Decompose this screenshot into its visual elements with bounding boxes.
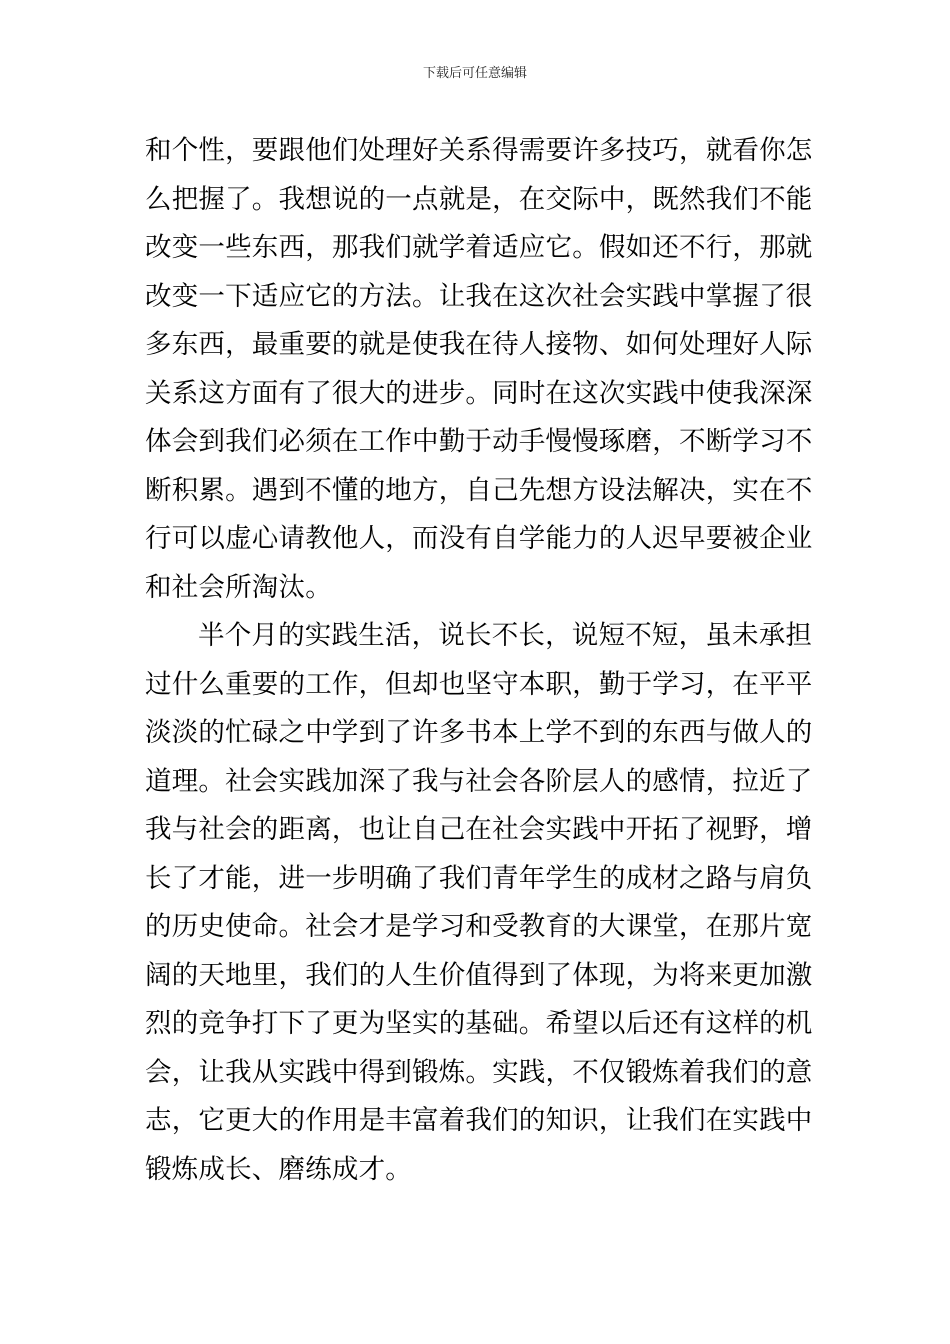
text-line: 关系这方面有了很大的进步。同时在这次实践中使我深深 (145, 377, 813, 409)
text-line: 我与社会的距离，也让自己在社会实践中开拓了视野，增 (145, 814, 813, 845)
text-line: 多东西，最重要的就是使我在待人接物、如何处理好人际 (145, 329, 813, 360)
paragraph-1 (145, 127, 813, 612)
text-line: 断积累。遇到不懂的地方，自己先想方设法解决，实在不 (145, 474, 813, 506)
text-line: 过什么重要的工作，但却也坚守本职，勤于学习，在平平 (145, 668, 813, 700)
text-line: 么把握了。我想说的一点就是，在交际中，既然我们不能 (145, 183, 813, 215)
text-line: 锻炼成长、磨练成才。 (145, 1153, 412, 1185)
text-line: 改变一些东西，那我们就学着适应它。假如还不行，那就 (145, 232, 813, 263)
text-line: 烈的竞争打下了更为坚实的基础。希望以后还有这样的机 (145, 1008, 813, 1039)
text-line: 和个性，要跟他们处理好关系得需要许多技巧，就看你怎 (145, 135, 813, 166)
text-line: 的历史使命。社会才是学习和受教育的大课堂，在那片宽 (145, 911, 813, 942)
text-line: 改变一下适应它的方法。让我在这次社会实践中掌握了很 (145, 280, 813, 312)
text-line: 道理。社会实践加深了我与社会各阶层人的感情，拉近了 (145, 765, 813, 797)
text-line: 长了才能，进一步明确了我们青年学生的成材之路与肩负 (145, 862, 813, 894)
text-line: 志，它更大的作用是丰富着我们的知识，让我们在实践中 (145, 1105, 813, 1136)
text-line: 行可以虚心请教他人，而没有自学能力的人迟早要被企业 (145, 523, 813, 554)
paragraph-2 (145, 612, 813, 1194)
text-line: 和社会所淘汰。 (145, 571, 332, 603)
text-line: 会，让我从实践中得到锻炼。实践，不仅锻炼着我们的意 (145, 1056, 813, 1088)
text-line: 体会到我们必须在工作中勤于动手慢慢琢磨，不断学习不 (145, 426, 813, 457)
text-line: 阔的天地里，我们的人生价值得到了体现，为将来更加激 (145, 959, 813, 991)
text-line: 淡淡的忙碌之中学到了许多书本上学不到的东西与做人的 (145, 717, 813, 748)
document-body (145, 127, 813, 1194)
page-header: 下载后可任意编辑 (422, 66, 527, 81)
text-line: 半个月的实践生活，说长不长，说短不短，虽未承担 (198, 620, 813, 651)
